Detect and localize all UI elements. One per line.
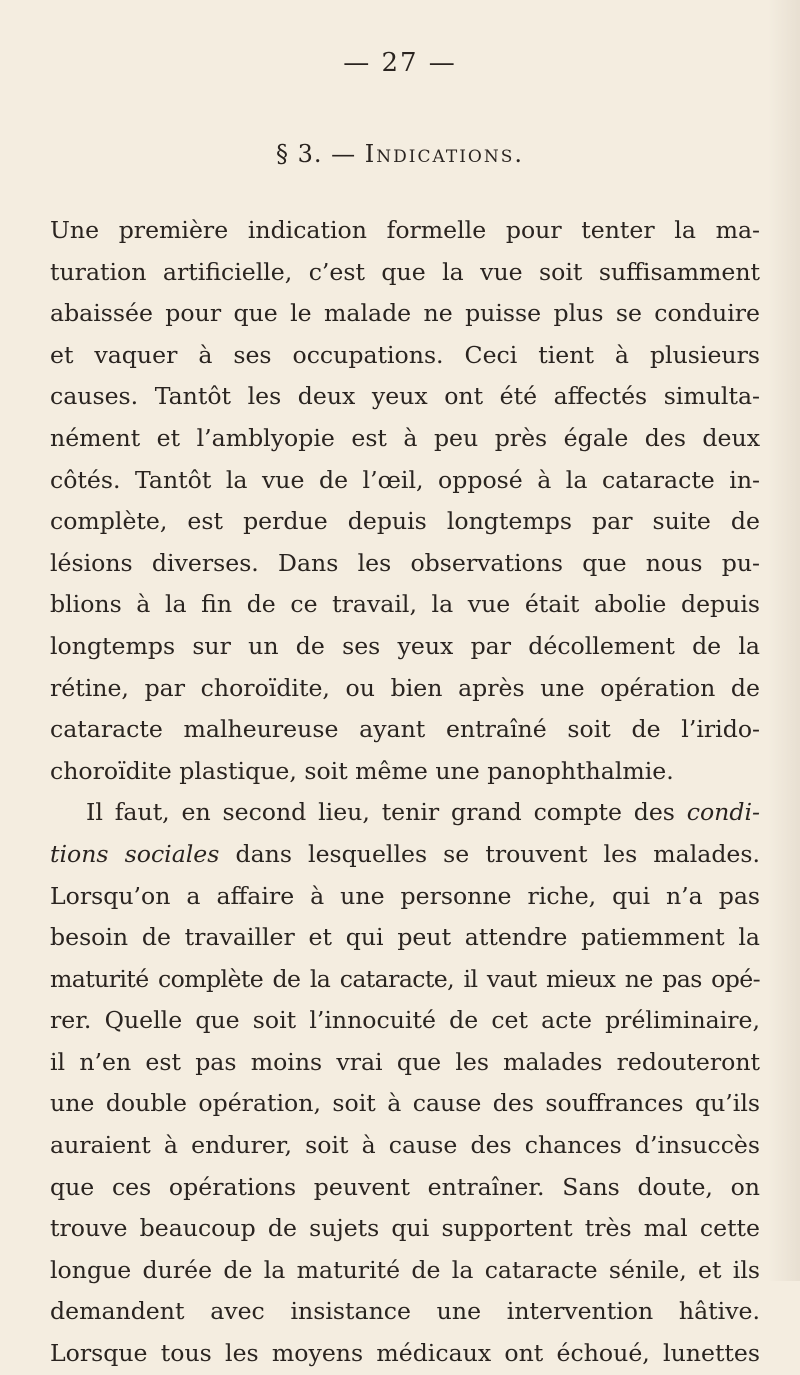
text-run: Il faut, en second lieu, tenir grand compte des: [86, 798, 687, 827]
section-heading: [0, 140, 800, 168]
section-heading-title: Indications.: [364, 140, 524, 168]
text-line: demandent avec insistance une intervention hâtive.: [50, 1297, 760, 1326]
text-line: et vaquer à ses occupations. Ceci tient à plusieurs: [50, 340, 760, 369]
text-line: causes. Tantôt les deux yeux ont été affectés simulta-: [50, 382, 760, 411]
section-heading-prefix: § 3. —: [276, 140, 365, 168]
text-line: rétine, par choroïdite, ou bien après une opération de: [50, 673, 760, 702]
text-line: auraient à endurer, soit à cause des chances d’insuccès: [50, 1131, 760, 1160]
text-line: complète, est perdue depuis longtemps par suite de: [50, 507, 760, 536]
text-line: trouve beaucoup de sujets qui supportent très mal cette: [50, 1214, 760, 1243]
text-line: Une première indication formelle pour tenter la ma-: [50, 216, 760, 244]
text-line: [50, 792, 760, 834]
text-line: rer. Quelle que soit l’innocuité de cet acte préliminaire,: [50, 1006, 760, 1035]
italic-text: tions sociales: [50, 839, 220, 868]
text-line: que ces opérations peuvent entraîner. Sans doute, on: [50, 1172, 760, 1201]
text-line: Lorsqu’on a affaire à une personne riche, qui n’a pas: [50, 881, 760, 910]
text-line: maturité complète de la cataracte, il vaut mieux ne pas opé-: [50, 964, 760, 993]
text-line: longtemps sur un de ses yeux par décollement de la: [50, 631, 760, 660]
text-run: dans lesquelles se trouvent les malades.: [219, 839, 760, 868]
text-line: turation artificielle, c’est que la vue soit suffisamment: [50, 257, 760, 286]
page-number: — 27 —: [343, 48, 457, 78]
text-line: longue durée de la maturité de la cataracte sénile, et ils: [50, 1255, 760, 1284]
text-line: [50, 834, 760, 876]
body-text: [50, 210, 760, 1375]
text-line: cataracte malheureuse ayant entraîné soit de l’irido-: [50, 715, 760, 744]
text-line: Lorsque tous les moyens médicaux ont échoué, lunettes: [50, 1339, 760, 1368]
text-line: nément et l’amblyopie est à peu près égale des deux: [50, 423, 760, 452]
text-line: choroïdite plastique, soit même une panophthalmie.: [50, 756, 674, 785]
text-line: blions à la fin de ce travail, la vue était abolie depuis: [50, 590, 760, 619]
text-line: abaissée pour que le malade ne puisse plus se conduire: [50, 299, 760, 328]
text-line: besoin de travailler et qui peut attendre patiemment la: [50, 923, 760, 952]
italic-text: condi-: [686, 798, 760, 827]
text-line: côtés. Tantôt la vue de l’œil, opposé à la cataracte in-: [50, 465, 760, 494]
text-line: lésions diverses. Dans les observations que nous pu-: [50, 548, 760, 577]
text-line: une double opération, soit à cause des souffrances qu’ils: [50, 1089, 760, 1118]
text-line: il n’en est pas moins vrai que les malades redouteront: [50, 1047, 760, 1076]
